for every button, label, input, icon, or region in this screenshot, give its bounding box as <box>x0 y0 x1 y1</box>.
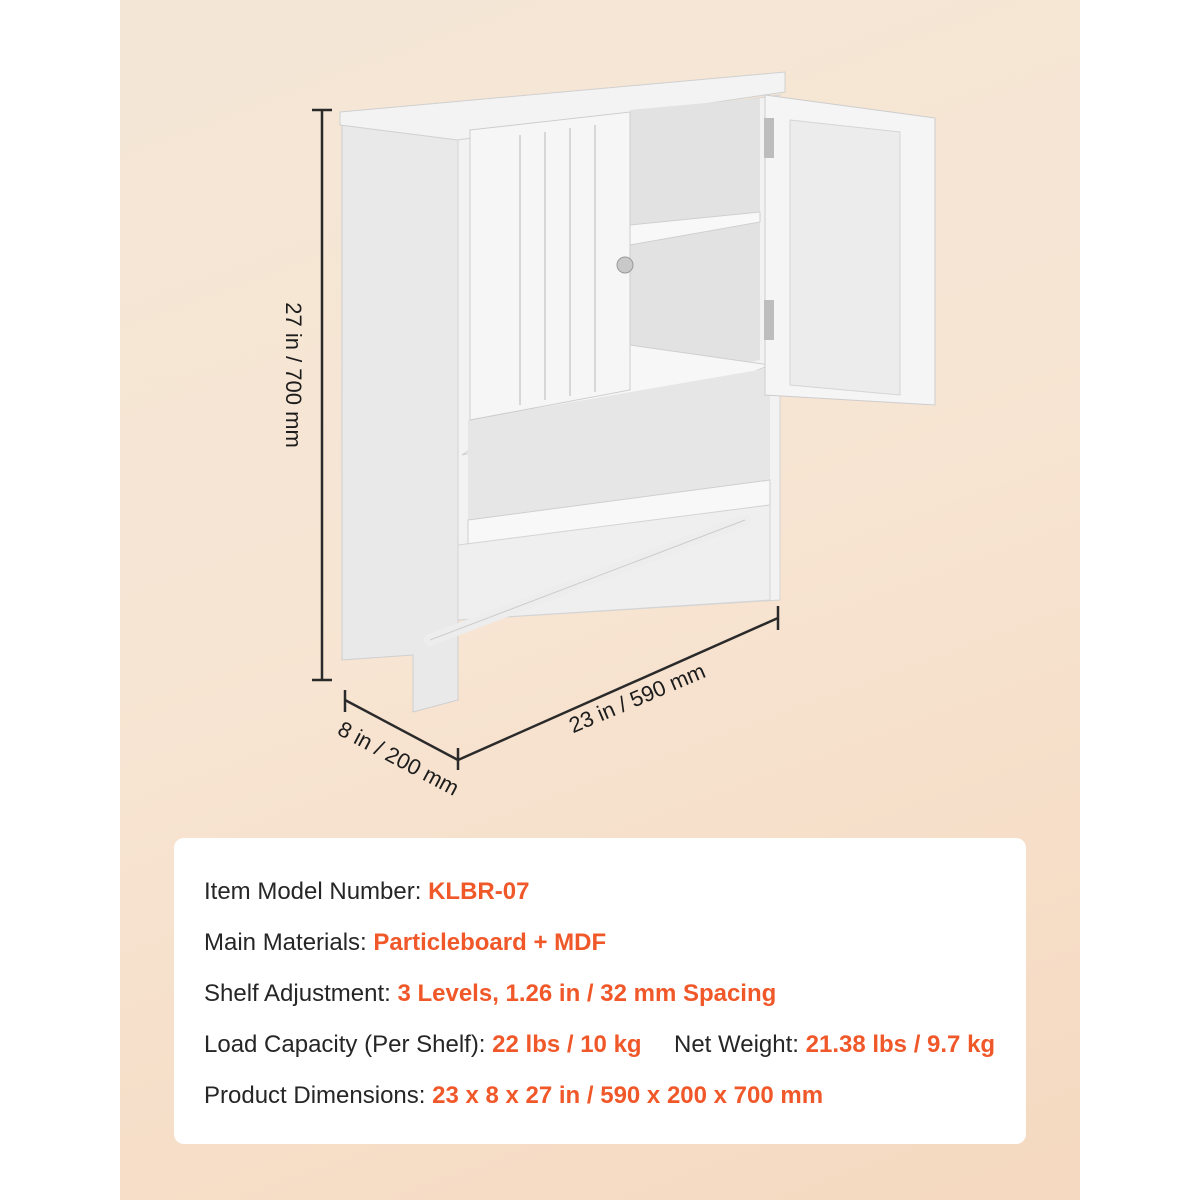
spec-load <box>204 1031 642 1059</box>
spec-dimensions <box>204 1082 823 1110</box>
left-door <box>470 112 630 420</box>
spec-dimensions-label: Product Dimensions: <box>204 1082 426 1109</box>
spec-model-value: KLBR-07 <box>428 878 530 905</box>
spec-shelf <box>204 980 776 1008</box>
spec-shelf-label: Shelf Adjustment: <box>204 980 391 1007</box>
cabinet-side-panel <box>342 120 458 712</box>
spec-weight <box>674 1031 995 1059</box>
spec-weight-value: 21.38 lbs / 9.7 kg <box>805 1031 996 1058</box>
height-label: 27 in / 700 mm <box>281 302 306 448</box>
width-line <box>458 618 778 760</box>
spec-materials <box>204 929 606 957</box>
spec-shelf-value: 3 Levels, 1.26 in / 32 mm Spacing <box>397 980 777 1007</box>
spec-load-label: Load Capacity (Per Shelf): <box>204 1031 486 1058</box>
spec-materials-value: Particleboard + MDF <box>373 929 607 956</box>
spec-materials-label: Main Materials: <box>204 929 367 956</box>
spec-load-value: 22 lbs / 10 kg <box>492 1031 642 1058</box>
spec-model <box>204 878 529 906</box>
spec-card <box>174 838 1026 1144</box>
width-label: 23 in / 590 mm <box>565 658 709 739</box>
hinge <box>764 118 774 158</box>
door-knob <box>617 257 633 273</box>
spec-model-label: Item Model Number: <box>204 878 422 905</box>
spec-weight-label: Net Weight: <box>674 1031 799 1058</box>
depth-label: 8 in / 200 mm <box>333 716 464 801</box>
spec-dimensions-value: 23 x 8 x 27 in / 590 x 200 x 700 mm <box>432 1082 824 1109</box>
